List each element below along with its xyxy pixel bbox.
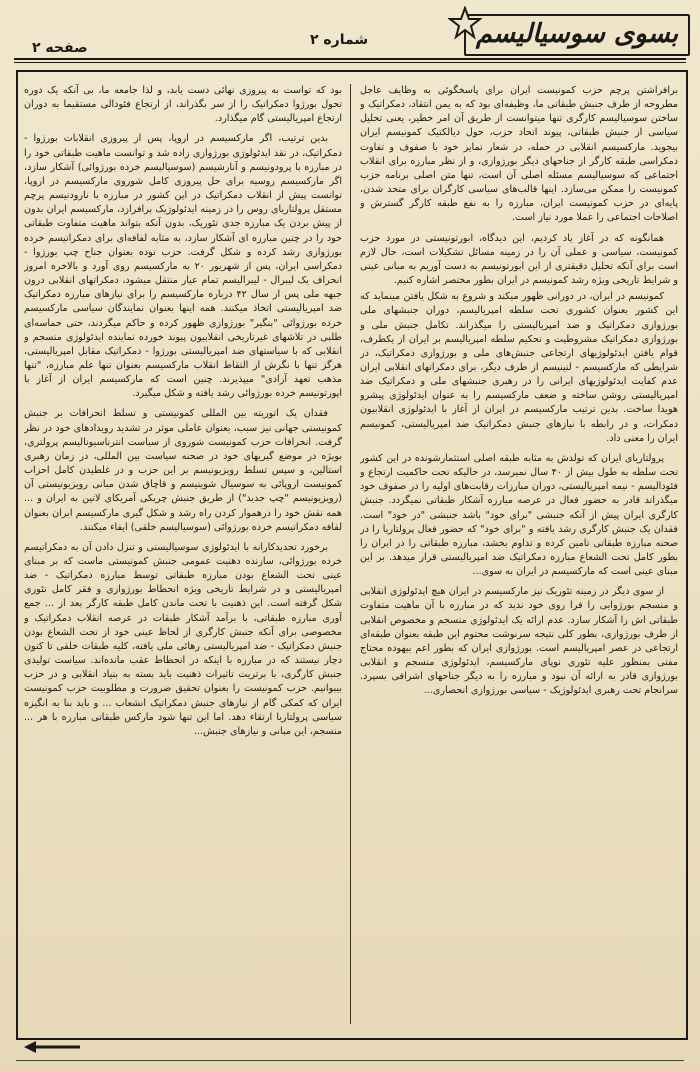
article-column-right bbox=[360, 84, 678, 1024]
paragraph: برافراشتن پرچم حزب کمونیست ایران برای پاسخگوئی به وظایف عاجل مطروحه از طرف جنبش طبقاتی ما، وظیفه‌ای بود که به یمن انتقاد، دمکراتیک و ساختن سوسیالیسم کارگری تنها میتوانست از طریق آن امر خطیر، یعنی تحلیل سیاسی از جنبش طبقاتی، پیوند اتحاد حزب، حول دیالکتیک کمونیسم ایران بیجوید. مارکسیسم انقلابی در حمله، در شعار تمایز خود با صفوف و تفاوت دمکراسی طبقه کارگر از جناحهای دیگر بورژوازی، و از نظر مبارزه برای انقلاب اجتماعی که سوسیالیسم مسئله اصلی آن است، تنها متن اصلی برنامه حزب کمونیست را ممکن می‌سازد. اینها قالب‌های سیاسی کارگران برای متحد شدن، پایه‌ای در حزب کمونیست ایران، مبارزه را به نفع طبقه کارگر گسترش و اصلاحات اجتماعی را عملا مورد نیاز است. bbox=[360, 85, 678, 224]
masthead-title: بسوی سوسیالیسم bbox=[464, 14, 690, 56]
article-column-left bbox=[24, 84, 342, 1024]
header-rule-thin bbox=[14, 62, 686, 63]
issue-number-label: شماره ۲ bbox=[310, 32, 369, 48]
paragraph: پرولتاریای ایران که تولدش به مثابه طبقه اصلی استثمارشونده در این کشور تحت سلطه به طول بیش از ۴۰ سال نمیرسد، در حالیکه تحت حاکمیت ارتجاع و فئودالیسم - نیمه امپریالیستی، دوران مبارزات رقابت‌های اولیه را در صفوف خود میگذراند قادر به حضور فعال در عرصه مبارزه آشکار طبقاتی نمیگردد. جنبش کارگری ایران پیش از آنکه جنبشی "برای خود" باشد جنبشی "در خود" است. فقدان یک جنبش کارگری رشد یافته و "برای خود" که حضور فعال پرولتاریا را در صحنه مبارزه طبقاتی تامین کرده و تداوم بخشد، مبارزه طبقاتی را در ایران را بطور کامل تحت الشعاع مبارزه دمکراتیک ضد امپریالیستی قرار میدهد. بر این مبنای عینی است که مارکسیسم در ایران به سوی... bbox=[360, 452, 678, 578]
paragraph: بود که تواست به پیروزی نهائی دست یابد، و لذا جامعه ما، بی آنکه یک دوره تحول بورژوا دمکراتیک را از سر بگذراند، از ارتجاع فئودالی مستقیما به دوران ارتجاع امپریالیستی گام میگذارد. bbox=[24, 85, 342, 125]
star-icon bbox=[448, 6, 482, 40]
paragraph: بدین ترتیب، اگر مارکسیسم در اروپا، پس از پیروزی انقلابات بورژوا - دمکراتیک، در نقد ایدئولوژی بورژوازی زاده شد و توانست ماهیت طبقاتی خود را در مبارزه با پرودونیسم و آنارشیسم (سوسیالیسم خرده بورژوائی) آشکار سازد، اگر مارکسیسم روسیه برای حل پیروزی کامل شوروی مارکسیسم در اروپا، توانست پیش از انقلاب دمکراتیک در این کشور در مبارزه با نارودنیسم پرچم مستقل پرولتاریای روس را در زمینه ایدئولوژیک برافرازد، مارکسیسم ایران بدون از پیش بردن یک مبارزه جدی تئوریک، بدون آنکه بتواند ماهیت متفاوت طبقاتی خود را در چنین مبارزه ای آشکار سازد، به مثابه لفافه‌ای برای دمکراتیسم خرده بورژوازی رشد کرده و شکل گرفت. حزب توده بعنوان جناح چپ بورژوا - دمکراسی ایران، پس از شهریور ۲۰ به مارکسیسم روی آورد و بالاخره امروز انحراف یک لیبرال - لیبرالیسم تمام عیار منتقل میشود، دمکراتهای انقلابی درون جبهه ملی پس از سال ۴۲ درباره مارکسیسم را برای نیازهای مبارزه دمکراتیک ضد امپریالیستی اتخاذ میکنند. همه اینها بعنوان نمایندگان سیاسی مارکسیسم خرده بورژوائی "بنگیر" بورژوازی ظهور کرده و حاکم میگردند، حتی حماسه‌ای طلبی در تلاشهای غیرتاریخی انقلابیون پیوند خورده نماینده ایدئولوژی منسجم و انقلابی که با سیاستهای ضد امپریالیستی بورژوا - دمکراتیک مقابل امپریالیستی، هرگز تنها با نگرش از التقاط انقلاب مارکسیسم بعنوان تنها علم مبارزه، "تنها مذهب تعهد آزادی" میپذیرند. چنین است که مارکسیسم ایران از آغاز با اپورتونیسم خرده بورژوائی رشد یافته و شکل میگیرد. bbox=[24, 133, 342, 400]
paragraph: کمونیسم در ایران، در دورانی ظهور میکند و شروع به شکل یافتن مینماید که این کشور بعنوان کشوری تحت سلطه امپریالیسم، دوران جنبشهای ملی بورژوازی دمکراتیک و ضد امپریالیستی را میگذراند. تکامل جنبش ملی و بورژوازی دمکراتیک مشروطیت و تحکیم سلطه امپریالیسم بر ایران از یکطرف، قوام یافتن ایدئولوژیهای ارتجاعی جنبش‌های ملی و بورژوازی دمکراتیک، در شرایطی که مارکسیسم - لنینیسم از طرف دیگر، برای دمکراتهای انقلابی ایران عدم کفایت ایدئولوژیهای ایرانی را در رهبری جنبشهای ملی و دمکراتیک ضد امپریالیستی روشن ساخته و ضعف مارکسیسم را به عنوان ایدئولوژی پیشرو هویدا ساخت. بدین ترتیب مارکسیسم در ایران از آغاز با ایدئولوژی انقلابیون دمکرات، و در رابطه با نیازهای جنبش دمکراتیک ضد امپریالیستی، کمونیسم ایران را معنی داد. bbox=[360, 291, 678, 444]
header-rule bbox=[14, 58, 686, 60]
column-divider bbox=[350, 84, 351, 1024]
bottom-rule bbox=[16, 1060, 684, 1061]
page-number-label: صفحه ۲ bbox=[32, 40, 88, 56]
paragraph: برخورد تحدیدکارانه با ایدئولوژی سوسیالیستی و تنزل دادن آن به دمکراتیسم خرده بورژوائی، سازنده دهنیت عمومی جنبش کمونیستی ماست که بر مبنای عینی تحت الشعاع بودن مبارزه طبقاتی توسط مبارزه دمکراتیک - ضد امپریالیستی و در شرایط تاریخی ویژه انحطاط بورژوازی و فقر کامل تئوری شکل گرفته است. این ذهنیت با تحت ماندن کامل طبقه کارگر بعد از ... جمع آوری مبارزه طبقاتی، با برآمد آشکار طبقات در عرصه انقلاب دمکراتیک و مخصوصی برای آنکه جنبش کارگری از لحاظ عینی خود از تحت الشعاع بودن جنبش دمکراتیک - ضد امپریالیستی رهائی ملی یافته، کلیه طبقات خلقی تا کنون دچار نیستند که در مبارزه با اینکه در انحطاط عقب مانده‌اند. سیاست تولیدی جنبش کارگری، با برتریت تاثیرات ذهنیت باید بسته به بنیاد انقلابی و در حزب بیبوانیم. حزب کمونیست را بعنوان تحقیق ضرورت و مطلوبیت حزب کمونیست ایران که کمکی گام از نیازهای جنبش دمکراتیک انشعاب ... و باید بنا به انگیزه سیاسی پرولتاریا ارتقاء دهد. اما این تنها شود مارکس طبقاتی مبارزه با هر ... منسجم، این مبانی و نیازهای جنبش... bbox=[24, 541, 342, 737]
paragraph: همانگونه که در آغاز یاد کردیم، این دیدگاه، ابورتونیستی در مورد حزب کمونیست، سیاسی و عملی آن را در زمینه مسائل تشکیلات است، حال لازم است برای آنکه تحلیل دقیقتری از این ابورتونیسم به دست آوریم به مبانی عینی و شرایط تاریخی ویژه رشد کمونیسم در ایران بطور مختصر اشاره کنیم. bbox=[360, 232, 678, 287]
page-header bbox=[14, 6, 690, 58]
continue-arrow-icon bbox=[22, 1040, 82, 1054]
paragraph: فقدان یک اتوریته بین المللی کمونیستی و تسلط انحرافات بر جنبش کمونیستی جهانی نیز سبب، بعنوان عاملی موثر در تشدید رویدادهای خود در نظر گرفت. انحرافات حزب کمونیست شوروی از سیاست انترناسیونالیسم پرولتری، بویژه در موضع گیریهای خود در صحنه سیاست بین المللی، در زمان رهبری استالین، و سپس تسلط رویزیونیسم بر این حزب و در غلطیدن کامل احزاب کمونیست اروپائی به سوسیال شوینیسم و قاچاق شدن مبانی رویزیونیستی آن (رویزیونیسم "چپ جدید") از طریق جنبش چریکی آمریکای لاتین به ایران و ... همه نقش خود را درهموار کردن راه رشد و شکل گیری مارکسیسم ایران بعنوان لفافه دمکراتیسم خرده بورژوائی (سوسیالیسم خلقی) ایفاء میکنند. bbox=[24, 408, 342, 533]
paragraph: از سوی دیگر در زمینه تئوریک نیز مارکسیسم در ایران هیچ ایدئولوژی انقلابی و منسجم بورژوایی را فرا روی خود ندید که در مبارزه با آن ماهیت متفاوت طبقاتی اش را آشکار سازد. عدم ارائه یک ایدئولوژی منسجم و مخصوص انقلابی از طرف بورژوازی، بطور کلی نتیجه سرنوشت محتوم این طبقه بعنوان طبقه‌ای ارتجاعی در عصر امپریالیسم است. بورژوازی ایران که بطور اعم بیهوده محتاج مفتی بمنظور علیه تئوری نوپای مارکسیسم، ایدئولوژی منسجم و انقلابی بورژوازی قادر به ارائه آن نبود و مبارزه را به دیگر جناحهای اشرافی بسپرد. سرانجام تحت رهبری ایدئولوژیک - سیاسی بورژوازی انحصاری... bbox=[360, 586, 678, 697]
masthead bbox=[454, 8, 690, 52]
